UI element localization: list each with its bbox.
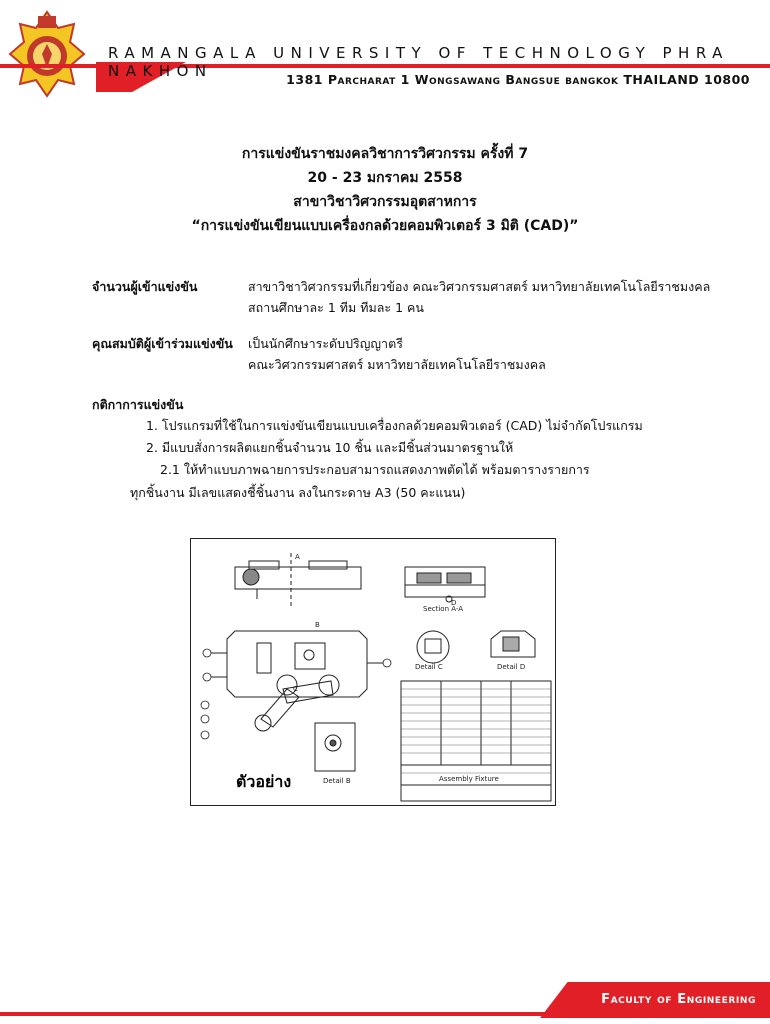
rule-item-2: 2. มีแบบสั่งการผลิตแยกชิ้นจำนวน 10 ชิ้น และมีชิ้นส่วนมาตรฐานให้	[146, 440, 514, 455]
example-drawing	[190, 538, 556, 806]
participants-label: จำนวนผู้เข้าแข่งขัน	[92, 279, 198, 294]
rule-item-1: 1. โปรแกรมที่ใช้ในการแข่งขันเขียนแบบเครื่องกลด้วยคอมพิวเตอร์ (CAD) ไม่จำกัดโปรแกรม	[146, 418, 643, 433]
detail-d-label: Detail D	[497, 663, 526, 671]
competition-title: การแข่งขันราชมงคลวิชาการวิศวกรรม ครั้งที่ 7	[241, 146, 529, 162]
faculty-name: Faculty of Engineering	[601, 992, 756, 1007]
rule-item-2-1-cont: ทุกชิ้นงาน มีเลขแสดงชี้ชิ้นงาน ลงในกระดาษ A3 (50 คะแนน)	[130, 485, 466, 500]
rules-heading: กติกาการแข่งขัน	[92, 397, 184, 412]
participants-line-2: สถานศึกษาละ 1 ทีม ทีมละ 1 คน	[248, 300, 424, 315]
participants-line-1: สาขาวิชาวิศวกรรมที่เกี่ยวข้อง คณะวิศวกรรมศาสตร์ มหาวิทยาลัยเทคโนโลยีราชมงคล	[248, 279, 711, 294]
section-label: Section A-A	[423, 605, 464, 613]
university-address: 1381 Parcharat 1 Wongsawang Bangsue bangkok THAILAND 10800	[286, 72, 750, 87]
callout-b: B	[315, 621, 320, 629]
university-name: RAMANGALA UNIVERSITY OF TECHNOLOGY PHRA NAKHON	[108, 44, 729, 80]
assembly-drawing-figure	[191, 539, 555, 805]
title-block-label: Assembly Fixture	[439, 775, 499, 783]
detail-b-label: Detail B	[323, 777, 351, 785]
university-logo	[8, 10, 86, 98]
example-label: ตัวอย่าง	[236, 772, 292, 791]
document-title-block	[0, 142, 770, 238]
qualifications-line-2: คณะวิศวกรรมศาสตร์ มหาวิทยาลัยเทคโนโลยีราชมงคล	[248, 357, 546, 372]
callout-a: A	[295, 553, 300, 561]
contest-name: “การแข่งขันเขียนแบบเครื่องกลด้วยคอมพิวเตอร์ 3 มิติ (CAD)”	[191, 218, 579, 234]
department-title: สาขาวิชาวิศวกรรมอุตสาหการ	[293, 194, 477, 210]
qualifications-label: คุณสมบัติผู้เข้าร่วมแข่งขัน	[92, 336, 233, 351]
competition-dates: 20 - 23 มกราคม 2558	[307, 170, 463, 186]
callout-d: D	[451, 599, 457, 607]
detail-c-label: Detail C	[415, 663, 443, 671]
rule-item-2-1: 2.1 ให้ทำแบบภาพฉายการประกอบสามารถแสดงภาพตัดได้ พร้อมตารางรายการ	[160, 462, 590, 477]
callout-c: C	[293, 685, 298, 693]
qualifications-line-1: เป็นนักศึกษาระดับปริญญาตรี	[248, 336, 403, 351]
